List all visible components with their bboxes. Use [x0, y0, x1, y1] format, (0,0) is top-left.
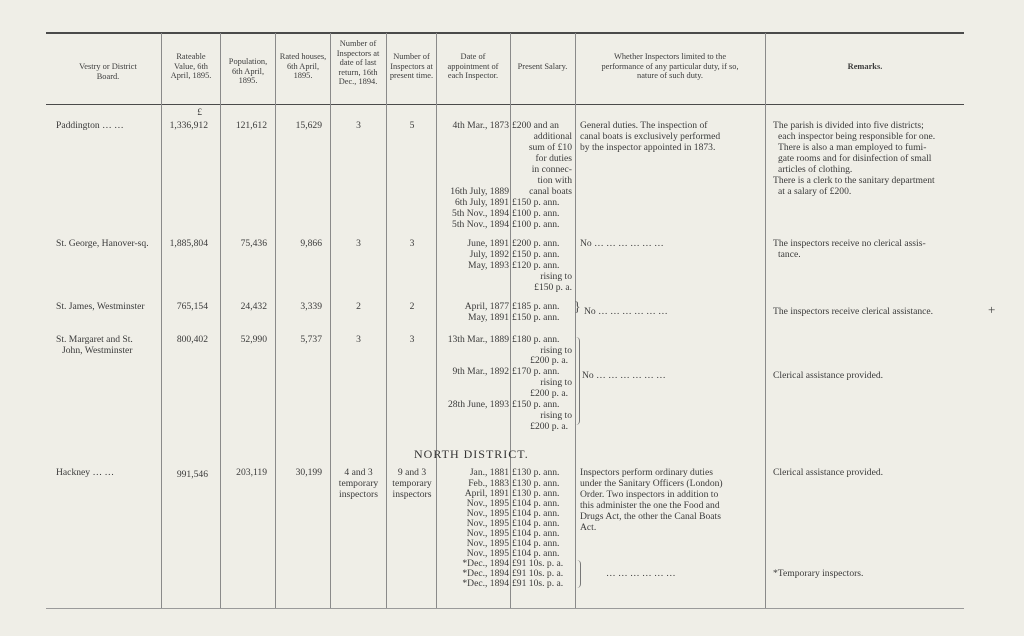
inspectors-last: 3 [356, 238, 361, 249]
header-inspectors-present: Number of Inspectors at present time. [389, 52, 434, 81]
population: 24,432 [240, 301, 267, 312]
salary-line: for duties [535, 153, 572, 164]
salary-line: £104 p. ann. [512, 518, 560, 529]
inspectors-last: 4 and 3 [344, 467, 373, 478]
col-sep [765, 33, 766, 608]
salary-line: £200 and an [512, 120, 559, 131]
salary-line: £150 p. ann. [512, 312, 560, 323]
appointment-date: July, 1892 [469, 249, 509, 260]
rateable-value: 1,336,912 [169, 120, 208, 131]
col-sep [330, 33, 331, 608]
remarks-line: The inspectors receive clerical assistance. [773, 306, 934, 317]
salary-line: £150 p. ann. [512, 399, 560, 410]
population: 52,990 [240, 334, 267, 345]
table-top-rule [46, 32, 964, 34]
inspectors-present: temporary [392, 478, 432, 489]
rated-houses: 3,339 [300, 301, 322, 312]
salary-line: £150 p. ann. [512, 197, 560, 208]
edge-mark: + [988, 302, 996, 317]
appointment-date: 13th Mar., 1889 [447, 334, 509, 345]
inspectors-last: inspectors [339, 489, 378, 500]
remarks-line: each inspector being responsible for one. [778, 131, 936, 142]
header-bottom-rule [46, 104, 964, 105]
duty-line: canal boats is exclusively performed [580, 131, 721, 142]
salary-line: £130 p. ann. [512, 467, 560, 478]
duty-line: this administer the one the Food and [580, 500, 720, 511]
appointment-date: Jan., 1881 [469, 467, 509, 478]
salary-line: £104 p. ann. [512, 528, 560, 539]
salary-line: £100 p. ann. [512, 219, 560, 230]
remarks-line: tance. [778, 249, 801, 260]
header-rated-houses: Rated houses, 6th April, 1895. [279, 52, 327, 81]
header-remarks: Remarks. [847, 62, 883, 71]
header-present-salary: Present Salary. [517, 62, 568, 71]
inspectors-last: 3 [356, 120, 361, 131]
duty-line: General duties. The inspection of [580, 120, 708, 131]
salary-line: £91 10s. p. a. [512, 558, 564, 569]
duty-line: by the inspector appointed in 1873. [580, 142, 716, 153]
appointment-date: April, 1877 [464, 301, 509, 312]
rateable-value: 1,885,804 [169, 238, 208, 249]
inspectors-present: 2 [409, 301, 415, 312]
salary-line: £180 p. ann. [512, 334, 560, 345]
salary-line: £91 10s. p. a. [512, 568, 564, 579]
appointment-date: *Dec., 1894 [462, 578, 509, 589]
duty-line: No … … … … … … [580, 238, 664, 249]
salary-line: £200 p. a. [530, 388, 568, 399]
appointment-date: 28th June, 1893 [447, 399, 509, 410]
appointment-date: May, 1891 [468, 312, 509, 323]
duty-line: Act. [580, 522, 597, 533]
salary-line: rising to [540, 377, 572, 388]
header-rateable-value: Rateable Value, 6th April, 1895. [170, 52, 212, 81]
board-st-margaret: St. Margaret and St. [56, 334, 133, 345]
salary-line: £120 p. ann. [512, 260, 560, 271]
appointment-date: 9th Mar., 1892 [452, 366, 509, 377]
remarks-line: gate rooms and for disinfection of small [778, 153, 932, 164]
salary-line: £200 p. a. [530, 355, 568, 366]
header-inspectors-last-return: Number of Inspectors at date of last return, 16th Dec., 1894. [336, 39, 380, 87]
appointment-date: *Dec., 1894 [462, 568, 509, 579]
header-population: Population, 6th April, 1895. [228, 57, 268, 86]
col-sep [220, 33, 221, 608]
salary-line: £200 p. ann. [512, 238, 560, 249]
rateable-value: 800,402 [176, 334, 208, 345]
population: 121,612 [235, 120, 267, 131]
appointment-date: 5th Nov., 1894 [452, 219, 509, 230]
header-date-appointment: Date of appointment of each Inspector. [447, 52, 499, 81]
rated-houses: 15,629 [295, 120, 322, 131]
board-st-margaret: John, Westminster [62, 345, 133, 356]
salary-line: rising to [540, 345, 572, 356]
salary-line: £91 10s. p. a. [512, 578, 564, 589]
inspectors-last: temporary [338, 478, 379, 489]
salary-line: sum of £10 [528, 142, 572, 153]
appointment-date: Nov., 1895 [466, 538, 509, 549]
col-sep [386, 33, 387, 608]
appointment-date: April, 1891 [464, 488, 509, 499]
salary-line: £170 p. ann. [512, 366, 560, 377]
appointment-date: May, 1893 [468, 260, 509, 271]
appointment-date: 4th Mar., 1873 [452, 120, 509, 131]
remarks-line: Clerical assistance provided. [773, 467, 884, 478]
appointment-date: Nov., 1895 [466, 528, 509, 539]
salary-line: £104 p. ann. [512, 498, 560, 509]
inspectors-last: 3 [356, 334, 361, 345]
duty-line: No … … … … … … [584, 306, 668, 317]
inspectors-present: 3 [409, 334, 415, 345]
remarks-line: There is a clerk to the sanitary department [773, 175, 935, 186]
remarks-line: at a salary of £200. [778, 186, 852, 197]
salary-line: £150 p. a. [534, 282, 572, 293]
col-sep [161, 33, 162, 608]
remarks-line: The parish is divided into five districts; [773, 120, 924, 131]
salary-line: in connec- [531, 164, 572, 175]
salary-line: £130 p. ann. [512, 478, 560, 489]
duty-line: Inspectors perform ordinary duties [580, 467, 713, 478]
salary-line: rising to [540, 410, 572, 421]
salary-line: tion with [537, 175, 572, 186]
salary-line: £200 p. a. [530, 421, 568, 432]
inspectors-present: inspectors [392, 489, 432, 500]
salary-line: additional [533, 131, 572, 142]
remarks-line: There is also a man employed to fumi- [778, 142, 927, 153]
appointment-date: Nov., 1895 [466, 498, 509, 509]
remarks-line: *Temporary inspectors. [773, 568, 864, 579]
duty-line: No … … … … … … [582, 370, 666, 381]
board-st-george: St. George, Hanover-sq. [56, 238, 149, 249]
appointment-date: *Dec., 1894 [462, 558, 509, 569]
salary-line: £104 p. ann. [512, 538, 560, 549]
header-duty-limited: Whether Inspectors limited to the performance of any particular duty, if so, nature of such duty. [601, 52, 739, 81]
brace-icon [574, 337, 580, 425]
appointment-date: Nov., 1895 [466, 508, 509, 519]
header-vestry: Vestry or District Board. [79, 62, 137, 81]
remarks-line: Clerical assistance provided. [773, 370, 884, 381]
board-hackney: Hackney … … [56, 467, 115, 478]
population: 75,436 [240, 238, 267, 249]
rated-houses: 5,737 [300, 334, 322, 345]
rateable-value: 991,546 [176, 469, 208, 480]
appointment-date: 5th Nov., 1894 [452, 208, 509, 219]
population: 203,119 [236, 467, 267, 478]
section-heading-north: NORTH DISTRICT. [414, 447, 529, 461]
salary-line: £104 p. ann. [512, 548, 560, 559]
salary-line: £130 p. ann. [512, 488, 560, 499]
inspectors-present: 9 and 3 [397, 467, 427, 478]
pound-sign: £ [197, 107, 202, 118]
col-sep [275, 33, 276, 608]
board-st-james: St. James, Westminster [56, 301, 145, 312]
appointment-date: Nov., 1895 [466, 518, 509, 529]
salary-line: rising to [540, 271, 572, 282]
duty-line: Drugs Act, the other the Canal Boats [580, 511, 721, 522]
rated-houses: 30,199 [295, 467, 322, 478]
salary-line: canal boats [529, 186, 572, 197]
inspectors-present: 3 [409, 238, 415, 249]
inspectors-present: 5 [409, 120, 415, 131]
appointment-date: Nov., 1895 [466, 548, 509, 559]
salary-line: £100 p. ann. [512, 208, 560, 219]
duty-line: under the Sanitary Officers (London) [580, 478, 723, 489]
brace-icon [575, 560, 581, 588]
col-sep [510, 33, 511, 608]
salary-line: £185 p. ann. [512, 301, 560, 312]
remarks-line: articles of clothing. [778, 164, 853, 175]
col-sep [575, 33, 576, 608]
board-paddington: Paddington … … [56, 120, 124, 131]
brace-icon: } [574, 300, 581, 315]
rateable-value: 765,154 [176, 301, 208, 312]
appointment-date: 6th July, 1891 [454, 197, 509, 208]
appointment-date: June, 1891 [467, 238, 509, 249]
appointment-date: 16th July, 1889 [450, 186, 509, 197]
rated-houses: 9,866 [300, 238, 322, 249]
inspectors-last: 2 [356, 301, 361, 312]
duty-line: … … … … … … [606, 568, 676, 579]
appointment-date: Feb., 1883 [468, 478, 509, 489]
salary-line: £104 p. ann. [512, 508, 560, 519]
duty-line: Order. Two inspectors in addition to [580, 489, 719, 500]
remarks-line: The inspectors receive no clerical assis- [773, 238, 926, 249]
table-bottom-rule [46, 608, 964, 609]
salary-line: £150 p. ann. [512, 249, 560, 260]
